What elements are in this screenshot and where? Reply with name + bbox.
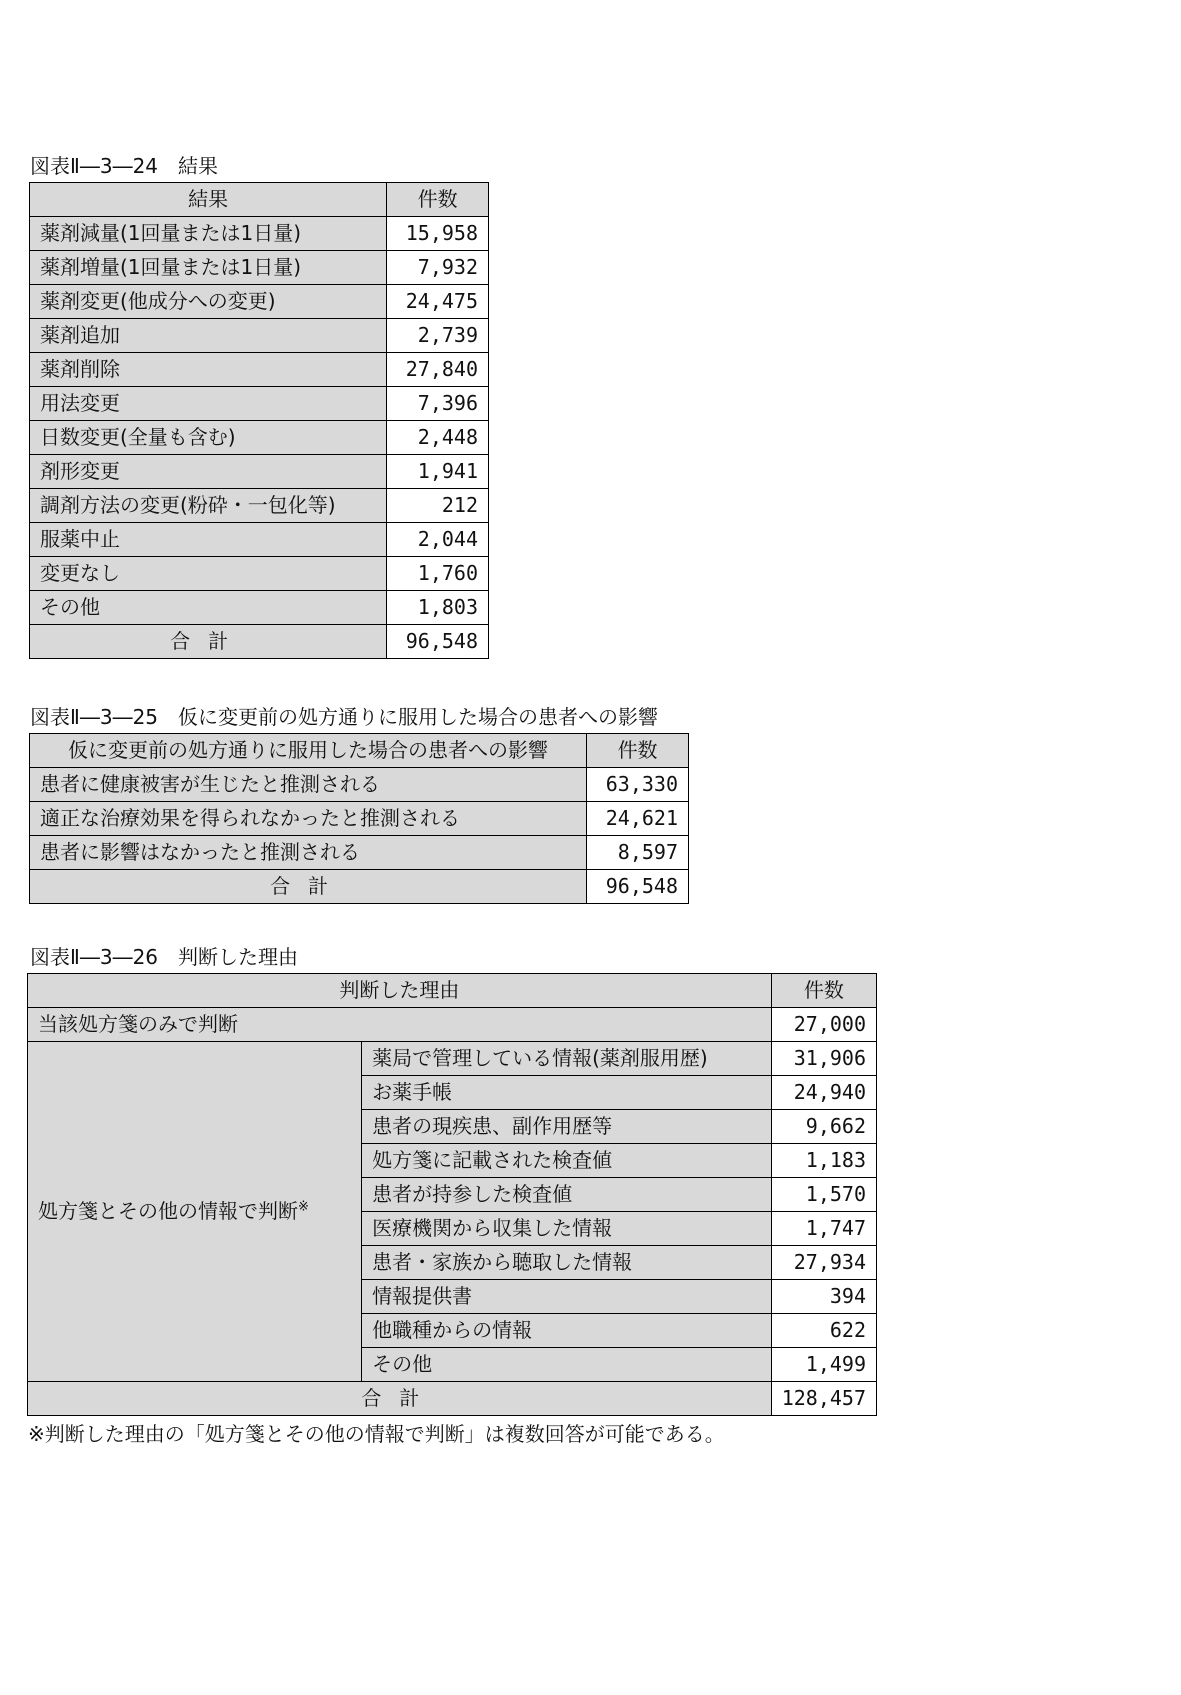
total-row [30,625,489,659]
column-header-count: 件数 [771,974,876,1008]
row-label: 変更なし [30,557,387,591]
total-row [28,1382,877,1416]
row-count: 394 [771,1280,876,1314]
row-count: 7,932 [387,251,489,285]
table2-caption: 図表Ⅱ―3―25 仮に変更前の処方通りに服用した場合の患者への影響 [30,705,659,729]
table-row [30,591,489,625]
row-count: 1,570 [771,1178,876,1212]
table-header-row [30,183,489,217]
row-label: 薬剤減量(1回量または1日量) [30,217,387,251]
table-row [30,251,489,285]
column-header-impact: 仮に変更前の処方通りに服用した場合の患者への影響 [30,734,587,768]
row-count: 212 [387,489,489,523]
total-row [30,870,689,904]
row-count: 622 [771,1314,876,1348]
total-label: 合計 [28,1382,772,1416]
row-label: 情報提供書 [362,1280,772,1314]
table-header-row [28,974,877,1008]
row-label: 患者の現疾患、副作用歴等 [362,1110,772,1144]
table-row [30,523,489,557]
row-label: 用法変更 [30,387,387,421]
table-row [30,489,489,523]
table-row [30,319,489,353]
row-count: 8,597 [587,836,689,870]
row-label: 患者に影響はなかったと推測される [30,836,587,870]
row-count: 7,396 [387,387,489,421]
row-label: 薬剤削除 [30,353,387,387]
total-count: 128,457 [771,1382,876,1416]
table-row [30,421,489,455]
table-row [30,836,689,870]
row-label: その他 [362,1348,772,1382]
total-label: 合計 [30,625,387,659]
row-label: 調剤方法の変更(粉砕・一包化等) [30,489,387,523]
row-label: 薬局で管理している情報(薬剤服用歴) [362,1042,772,1076]
impact-table [29,733,689,904]
table3-caption: 図表Ⅱ―3―26 判断した理由 [30,945,299,969]
row-count: 9,662 [771,1110,876,1144]
group-label: 処方箋とその他の情報で判断 [38,1199,298,1223]
row-label: 服薬中止 [30,523,387,557]
column-header-result: 結果 [30,183,387,217]
row-count: 27,000 [771,1008,876,1042]
column-header-count: 件数 [587,734,689,768]
table-row [30,387,489,421]
table-row [30,557,489,591]
row-count: 1,941 [387,455,489,489]
table-row [30,455,489,489]
row-count: 1,747 [771,1212,876,1246]
total-count: 96,548 [587,870,689,904]
row-label: 日数変更(全量も含む) [30,421,387,455]
table-row [30,768,689,802]
row-count: 24,940 [771,1076,876,1110]
row-label: 薬剤増量(1回量または1日量) [30,251,387,285]
total-count: 96,548 [387,625,489,659]
row-label: 薬剤追加 [30,319,387,353]
row-count: 31,906 [771,1042,876,1076]
footnote-mark: ※ [298,1199,309,1215]
table-row [30,802,689,836]
column-header-reason: 判断した理由 [28,974,772,1008]
group-label-cell [28,1042,362,1382]
table-row [30,217,489,251]
row-label: 処方箋に記載された検査値 [362,1144,772,1178]
row-count: 27,934 [771,1246,876,1280]
table-row [28,1008,877,1042]
total-label: 合計 [30,870,587,904]
table-header-row [30,734,689,768]
row-count: 24,621 [587,802,689,836]
row-label: お薬手帳 [362,1076,772,1110]
result-table [29,182,489,659]
row-count: 63,330 [587,768,689,802]
row-count: 1,183 [771,1144,876,1178]
row-count: 27,840 [387,353,489,387]
row-count: 1,803 [387,591,489,625]
footnote: ※判断した理由の「処方箋とその他の情報で判断」は複数回答が可能である。 [28,1422,725,1446]
row-count: 15,958 [387,217,489,251]
row-count: 1,499 [771,1348,876,1382]
row-label: その他 [30,591,387,625]
reason-table [27,973,877,1416]
row-label: 患者・家族から聴取した情報 [362,1246,772,1280]
row-count: 24,475 [387,285,489,319]
row-count: 2,739 [387,319,489,353]
row-label: 患者に健康被害が生じたと推測される [30,768,587,802]
row-label: 患者が持参した検査値 [362,1178,772,1212]
table-row [28,1042,877,1076]
table-row [30,353,489,387]
table1-caption: 図表Ⅱ―3―24 結果 [30,154,219,178]
table-row [30,285,489,319]
row-label: 薬剤変更(他成分への変更) [30,285,387,319]
row-label: 適正な治療効果を得られなかったと推測される [30,802,587,836]
row-count: 2,044 [387,523,489,557]
row-label: 医療機関から収集した情報 [362,1212,772,1246]
row-count: 1,760 [387,557,489,591]
row-label: 当該処方箋のみで判断 [28,1008,772,1042]
column-header-count: 件数 [387,183,489,217]
row-label: 剤形変更 [30,455,387,489]
row-label: 他職種からの情報 [362,1314,772,1348]
row-count: 2,448 [387,421,489,455]
